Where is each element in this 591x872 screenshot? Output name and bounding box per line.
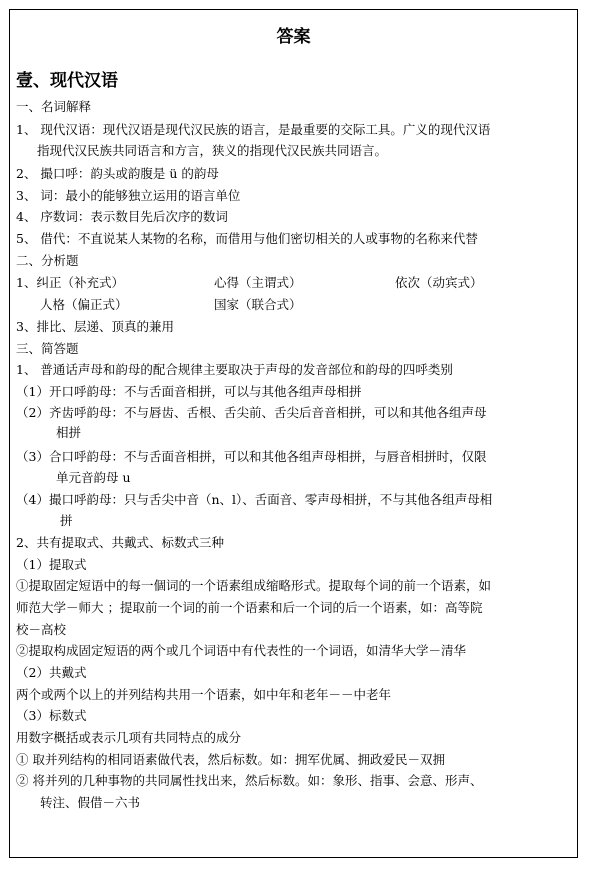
page-title: 答案 (276, 27, 311, 47)
part3-q1-item-1: （1）开口呼韵母：不与舌面音相拼，可以与其他各组声母相拼 (16, 384, 362, 399)
part1-item-1: 1、 现代汉语：现代汉语是现代汉民族的语言，是最重要的交际工具。广义的现代汉语 (16, 122, 491, 137)
section-heading: 壹、现代汉语 (16, 71, 118, 91)
part3-q1-item-4: （4）撮口呼韵母：只与舌尖中音（n、l）、舌面音、零声母相拼，不与其他各组声母相 (16, 492, 493, 507)
part3-q1-item-2: （2）齐齿呼韵母：不与唇齿、舌根、舌尖前、舌尖后音音相拼，可以和其他各组声母 (16, 405, 487, 420)
part2-row1-col3: 依次（动宾式） (395, 275, 483, 290)
part2-heading: 二、分析题 (16, 253, 79, 268)
part3-q2-line: ②提取构成固定短语的两个或几个词语中有代表性的一个词语，如清华大学－清华 (16, 643, 467, 658)
part3-q1-item-2-cont: 相拼 (56, 425, 82, 440)
part1-item-5: 5、 借代：不直说某人某物的名称，而借用与他们密切相关的人或事物的名称来代替 (16, 231, 478, 246)
part1-item-2: 2、 撮口呼：韵头或韵腹是 ü 的韵母 (16, 166, 219, 181)
part3-q1: 1、 普通话声母和韵母的配合规律主要取决于声母的发音部位和韵母的四呼类别 (16, 362, 453, 377)
part2-item-3: 3、排比、层递、顶真的兼用 (16, 319, 174, 334)
part3-q2-sub-3: （3）标数式 (16, 708, 87, 723)
part3-q2-line: 两个或两个以上的并列结构共用一个语素，如中年和老年－－中老年 (16, 687, 392, 702)
part3-q2-line: 校－高校 (16, 622, 67, 637)
part3-q1-item-4-cont: 拼 (60, 513, 73, 528)
part3-q2-line: ② 将并列的几种事物的共同属性找出来，然后标数。如：象形、指事、会意、形声、 (16, 773, 483, 788)
part1-item-1-cont: 指现代汉民族共同语言和方言，狭义的指现代汉民族共同语言。 (37, 143, 388, 158)
part1-item-3: 3、 词：最小的能够独立运用的语言单位 (16, 188, 241, 203)
part3-q2-sub-1: （1）提取式 (16, 557, 87, 572)
part3-q1-item-3: （3）合口呼韵母：不与舌面音相拼，可以和其他各组声母相拼，与唇音相拼时，仅限 (16, 449, 487, 464)
part3-q2-sub-2: （2）共戴式 (16, 665, 87, 680)
part1-heading: 一、名词解释 (16, 99, 92, 114)
part2-row2-col2: 国家（联合式） (214, 297, 302, 312)
part3-q2-line: 师范大学－师大 ；提取前一个词的前一个语素和后一个词的后一个语素，如：高等院 (16, 600, 483, 615)
part3-q2-line: ①提取固定短语中的每一個词的一个语素组成缩略形式。提取每个词的前一个语素，如 (16, 578, 492, 593)
part2-row1-col1: 1、纠正（补充式） (16, 275, 124, 290)
part3-q2-line: 转注、假借－六书 (40, 795, 141, 810)
part2-row2-col1: 人格（偏正式） (40, 297, 128, 312)
part2-row1-col2: 心得（主谓式） (214, 275, 302, 290)
part3-heading: 三、简答题 (16, 341, 79, 356)
part3-q1-item-3-cont: 单元音韵母 u (56, 470, 131, 485)
part1-item-4: 4、 序数词：表示数目先后次序的数词 (16, 209, 228, 224)
part3-q2-line: ① 取并列结构的相同语素做代表，然后标数。如：拥军优属、拥政爱民－双拥 (16, 752, 445, 767)
answer-page (9, 9, 578, 858)
part3-q2: 2、共有提取式、共戴式、标数式三种 (16, 535, 224, 550)
part3-q2-line: 用数字概括或表示几项有共同特点的成分 (16, 730, 242, 745)
